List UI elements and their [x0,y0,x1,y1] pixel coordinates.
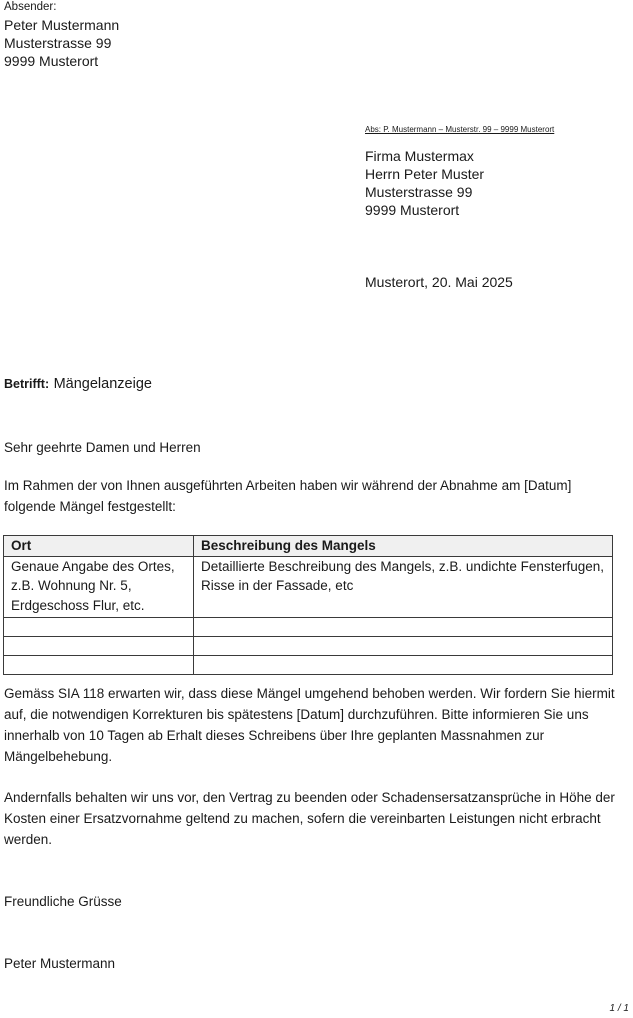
header-description: Beschreibung des Mangels [194,536,613,557]
defects-table [3,535,613,675]
table-row [4,556,613,618]
recipient-contact: Herrn Peter Muster [365,166,485,182]
table-row [4,618,613,637]
cell-location: Genaue Angabe des Ortes, z.B. Wohnung Nr. 5, Erdgeschoss Flur, etc. [4,556,194,618]
cell-description [194,637,613,656]
recipient-company: Firma Mustermax [365,148,474,164]
cell-description: Detaillierte Beschreibung des Mangels, z.B. undichte Fensterfugen, Risse in der Fassade, etc [194,556,613,618]
subject-text: Mängelanzeige [53,376,152,392]
paragraph-consequences: Andernfalls behalten wir uns vor, den Vertrag zu beenden oder Schadensersatzansprüche in Höhe der Kosten einer Ersatzvornahme geltend zu machen, sofern die vereinbarten Leistungen nicht erbracht werden. [4,790,615,847]
intro-paragraph: Im Rahmen der von Ihnen ausgeführten Arbeiten haben wir während der Abnahme am [Datum] folgende Mängel festgestellt: [4,478,572,514]
sender-city: 9999 Musterort [4,53,99,69]
cell-description [194,618,613,637]
subject-line [4,375,152,393]
sender-address [4,16,119,70]
table-row [4,637,613,656]
cell-location [4,637,194,656]
closing: Freundliche Grüsse [4,894,122,909]
paragraph-deadline: Gemäss SIA 118 erwarten wir, dass diese Mängel umgehend behoben werden. Wir fordern Sie hiermit auf, die notwendigen Korrekturen bis spätestens [Datum] durchzuführen. Bitte informieren Sie uns innerhalb von 10 Tagen ab Erhalt dieses Schreibens über Ihre geplanten Massnahmen zur Mängelbehebung. [4,686,615,764]
place-date: Musterort, 20. Mai 2025 [365,274,513,290]
sender-street: Musterstrasse 99 [4,35,112,51]
sender-name: Peter Mustermann [4,17,120,33]
table-row [4,656,613,675]
subject-label: Betrifft: [4,377,50,391]
cell-description [194,656,613,675]
cell-location [4,618,194,637]
page-number: 1 / 1 [609,1003,629,1014]
sender-label: Absender: [4,1,57,13]
header-location: Ort [4,536,194,557]
salutation: Sehr geehrte Damen und Herren [4,440,201,455]
return-address-line: Abs: P. Mustermann – Musterstr. 99 – 9999 Musterort [365,125,555,134]
table-header-row [4,536,613,557]
recipient-street: Musterstrasse 99 [365,184,473,200]
recipient-city: 9999 Musterort [365,202,460,218]
cell-location [4,656,194,675]
signature-name: Peter Mustermann [4,956,116,971]
recipient-address [365,147,484,219]
